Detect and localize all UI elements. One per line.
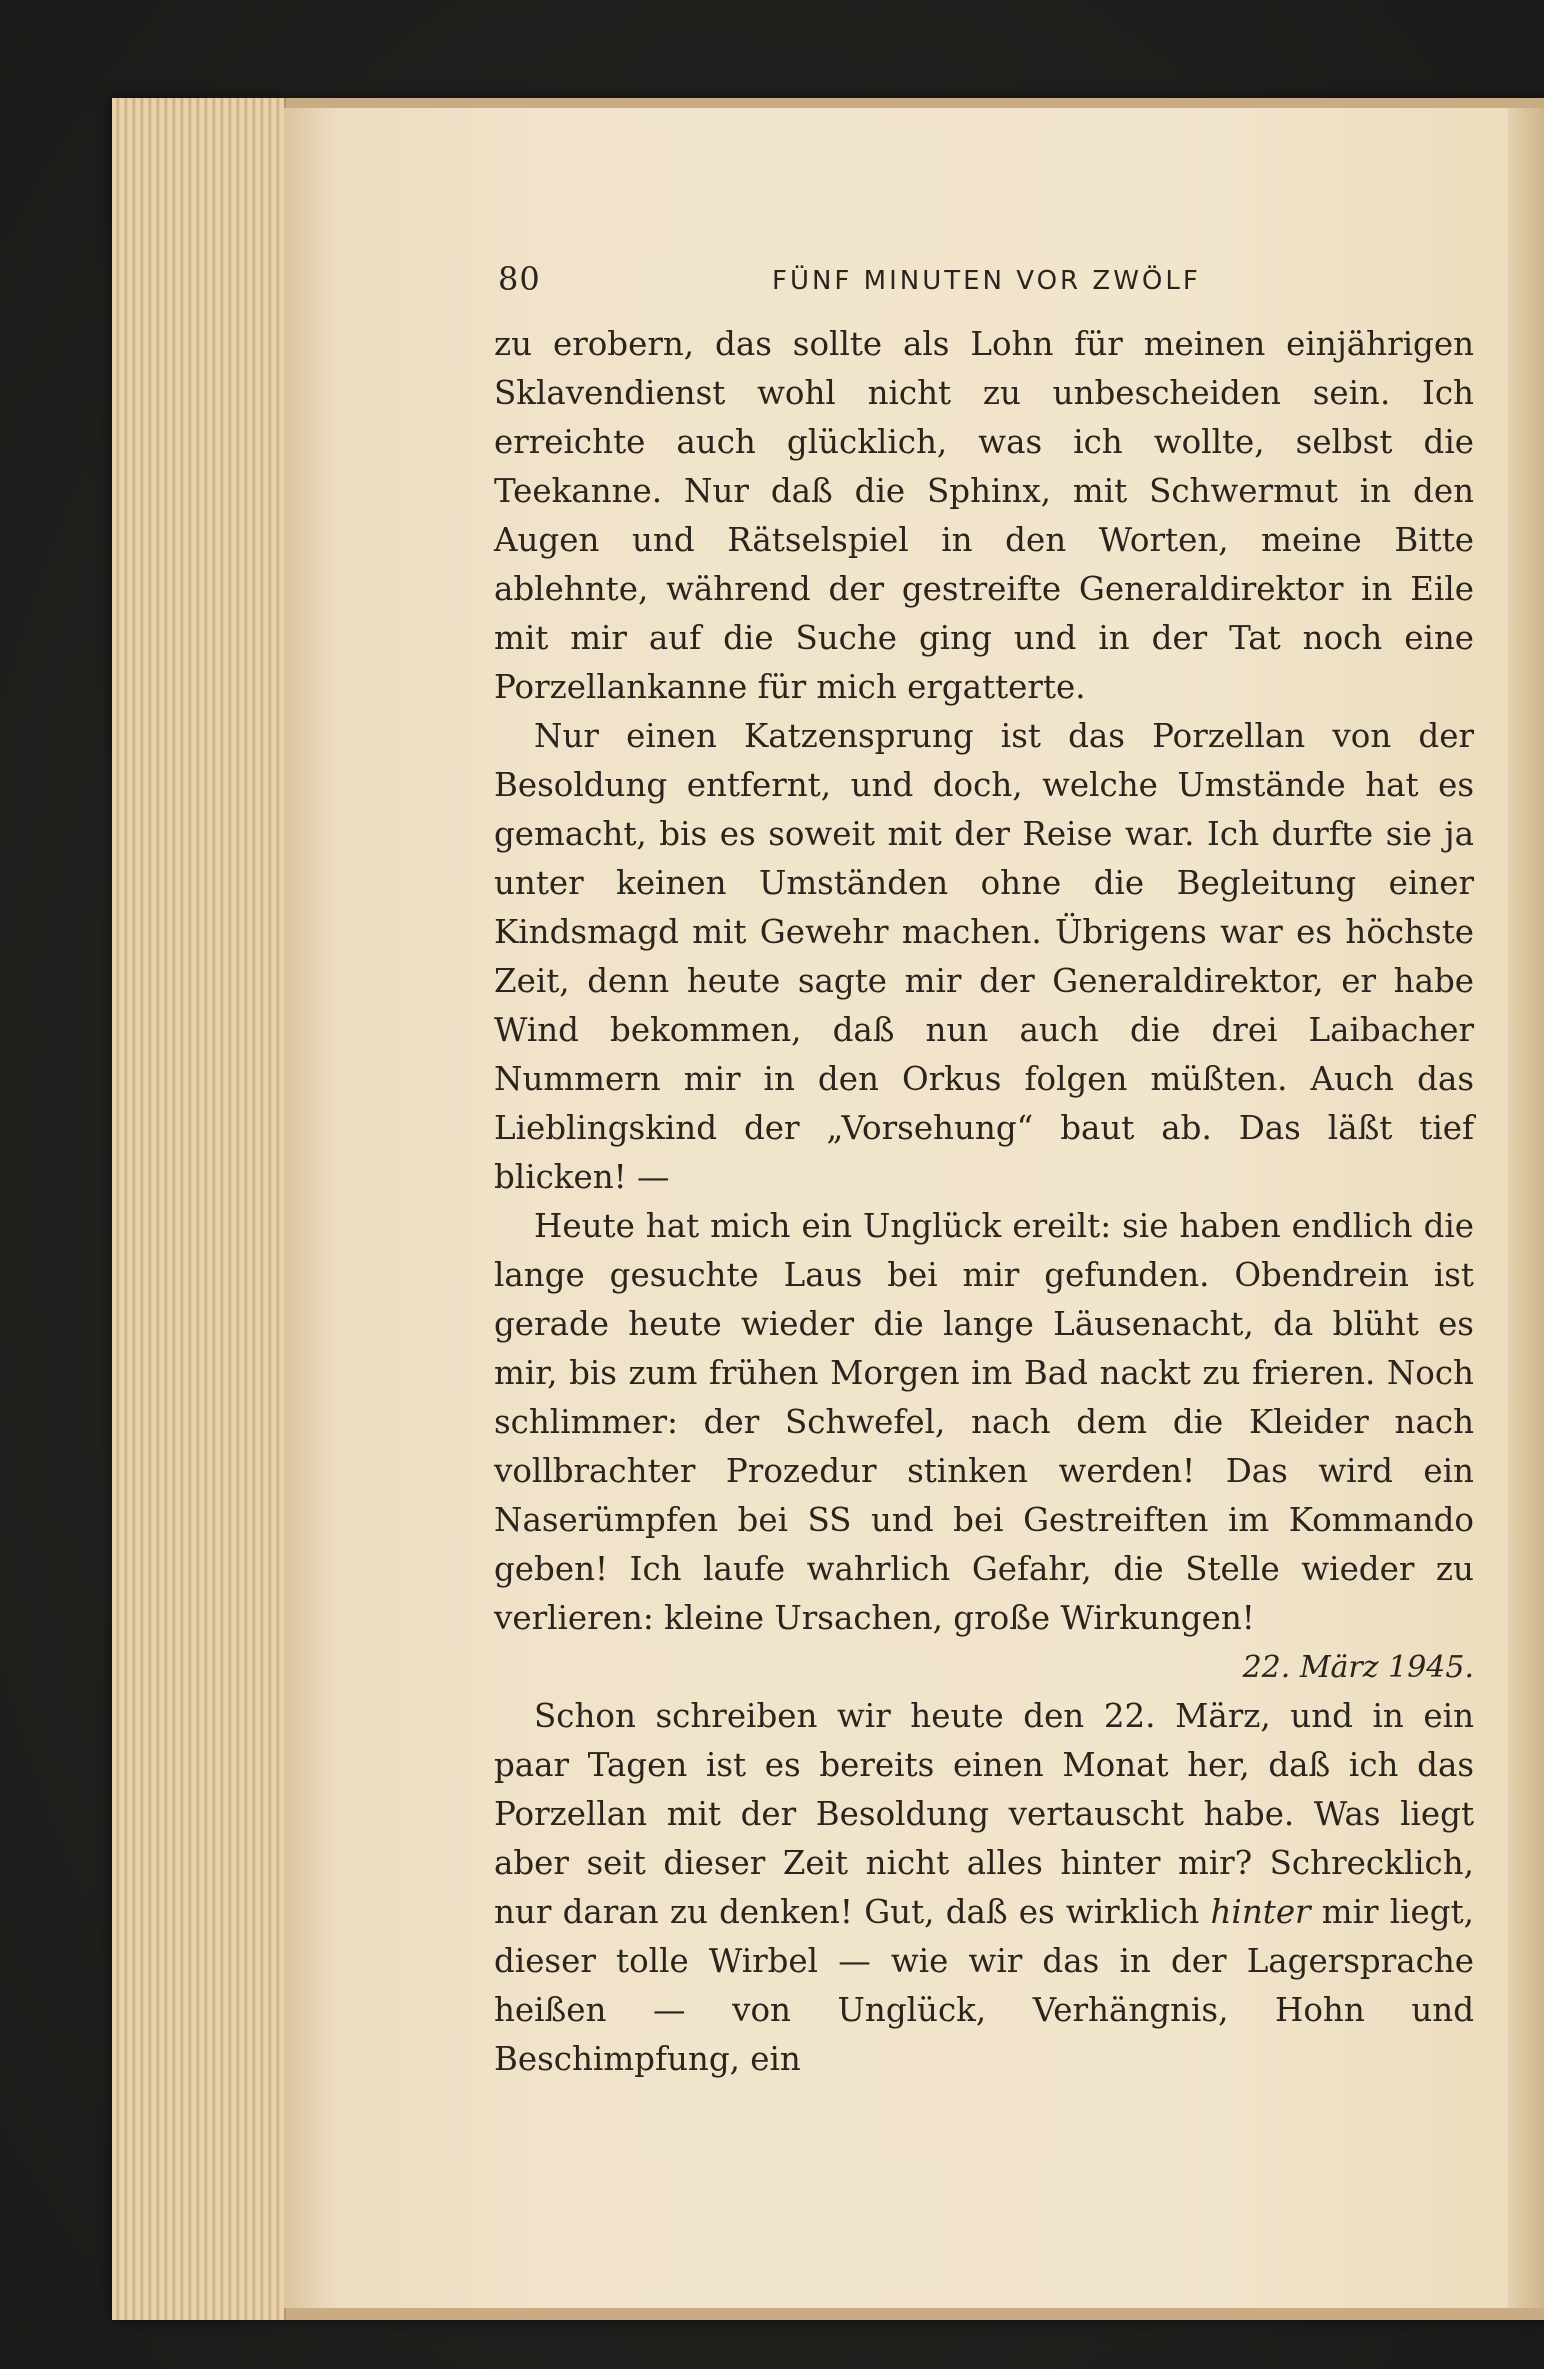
page-edges-stack [112,98,286,2320]
dateline: 22. März 1945. [1242,1650,1474,1685]
paragraph-4 [494,1692,1474,2084]
paragraph-4-text-b: mir liegt, dieser tolle Wirbel — wie wir das in der Lagersprache heißen — von Unglück, Verhängnis, Hohn und Beschimpfung, ein [494,1893,1474,2078]
body-text [494,320,1474,2084]
page-text-block [322,260,1478,2084]
page-number: 80 [498,260,541,298]
paragraph-4-text-a: Schon schreiben wir heute den 22. März, und in ein paar Tagen ist es bereits einen Monat her, daß ich das Porzellan mit der Besoldung vertauscht habe. Was liegt aber seit dieser Zeit nicht alles hinter mir? Schrecklich, nur daran zu denken! Gut, daß es wirklich [494,1697,1474,1931]
paragraph-3: Heute hat mich ein Unglück ereilt: sie haben endlich die lange gesuchte Laus bei mir gefunden. Obendrein ist gerade heute wieder die lange Läusenacht, da blüht es mir, bis zum frühen Morgen im Bad nackt zu frieren. Noch schlimmer: der Schwefel, nach dem die Kleider nach vollbrachter Prozedur stinken werden! Das wird ein Naserümpfen bei SS und bei Gestreiften im Kommando geben! Ich laufe wahrlich Gefahr, die Stelle wieder zu verlieren: kleine Ursachen, große Wirkungen! [494,1207,1474,1637]
running-head-title: FÜNF MINUTEN VOR ZWÖLF [772,266,1201,296]
paragraph-2: Nur einen Katzensprung ist das Porzellan von der Besoldung entfernt, und doch, welche Umstände hat es gemacht, bis es soweit mit der Reise war. Ich durfte sie ja unter keinen Umständen ohne die Begleitung einer Kindsmagd mit Gewehr machen. Übrigens war es höchste Zeit, denn heute sagte mir der Generaldirektor, er habe Wind bekommen, daß nun auch die drei Laibacher Nummern mir in den Orkus folgen müßten. Auch das Lieblingskind der „Vorsehung“ baut ab. Das läßt tief blicken! — [494,717,1474,1196]
paragraph-1: zu erobern, das sollte als Lohn für meinen einjährigen Sklavendienst wohl nicht zu unbescheiden sein. Ich erreichte auch glücklich, was ich wollte, selbst die Teekanne. Nur daß die Sphinx, mit Schwermut in den Augen und Rätselspiel in den Worten, meine Bitte ablehnte, während der gestreifte Generaldirektor in Eile mit mir auf die Suche ging und in der Tat noch eine Porzellankanne für mich ergatterte. [494,325,1474,706]
running-head [322,260,1478,320]
italic-word: hinter [1210,1893,1311,1931]
page-right-edge [1508,108,1544,2308]
